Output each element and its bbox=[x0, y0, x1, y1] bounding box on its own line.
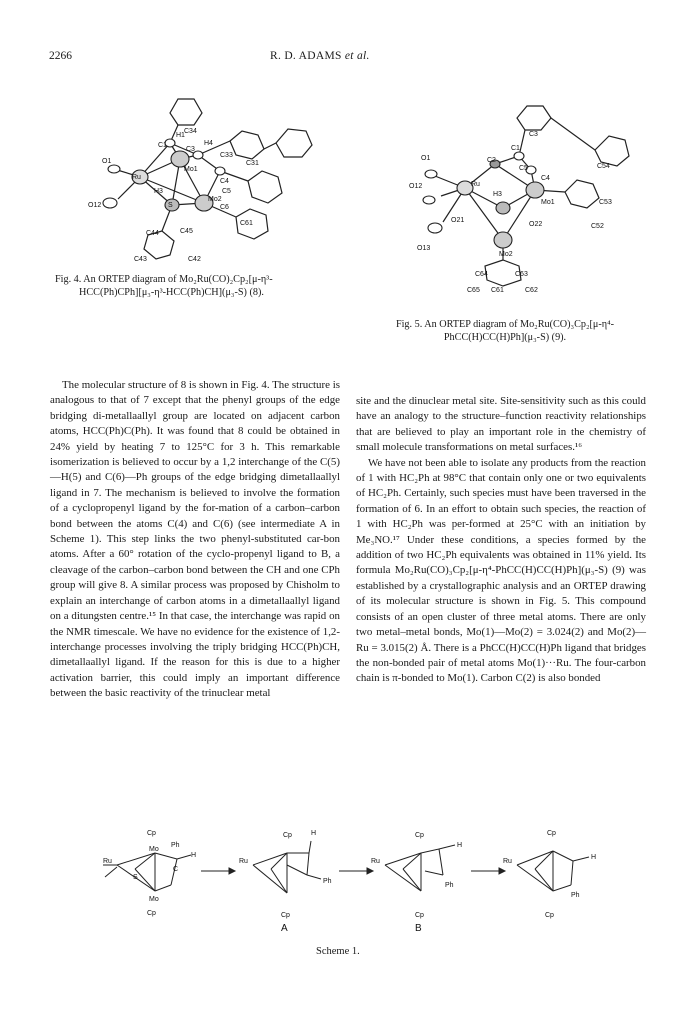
fig4-label-c31: C31 bbox=[246, 160, 259, 167]
figure-4-caption bbox=[55, 273, 355, 299]
scheme-label-cp-4: Cp bbox=[547, 830, 556, 837]
fig5-label-h3: H3 bbox=[493, 191, 502, 198]
fig5-label-c2: C2 bbox=[487, 157, 496, 164]
fig4-label-c1: C1 bbox=[158, 142, 167, 149]
fig4-label-mo1: Mo1 bbox=[184, 166, 198, 173]
left-column-paragraph: The molecular structure of 8 is shown in Fig. 4. The structure is analogous to that of 7 except that the phenyl groups of the edge bridging di-metallaallyl group are located on adjacent carbon atoms, HCC(Ph)C(Ph). It was found that 8 could be obtained in 24% yield by heating 7 to 125°C for 3 h. This remarkable isomerization is believed to occur by a 1,2 interchange of the C(5)—H(5) and C(6)—Ph groups of the edge bridging dimetallaallyl ligand in 7. The mechanism is believed to involve the formation of a cyclopropenyl ligand by the for-mation of a carbon–carbon bond between the atoms C(4) and C(6) (see intermediate A in Scheme 1). This step links the two phenyl-substituted car-bon atoms. After a 60° rotation of the cyclo-propenyl ligand to B, a cleavage of the carbon–carbon bond between the CH and one CPh group will give 8. A similar process was proposed by Chisholm to explain an interchange of carbon atoms in a dimetallaallyl ligand on a ditungsten centre.¹⁵ In that case, the interchange was rapid on the NMR timescale. We have no evidence for the existence of 1,2-interchange processes involving the triply bridging HCC(Ph)CH, dimetallaallyl ligand. If the reason for this is due to a higher activation barrier, this could imply an important difference between the basic reactivity of the trinuclear metal bbox=[50, 379, 340, 700]
scheme-label-cp-a: Cp bbox=[283, 832, 292, 839]
fig4-label-s: S bbox=[168, 202, 173, 209]
scheme-label-ph-b: Ph bbox=[445, 882, 454, 889]
fig5-label-c63: C63 bbox=[515, 271, 528, 278]
scheme-1-diagram bbox=[95, 825, 615, 935]
scheme-label-h: H bbox=[191, 852, 197, 859]
fig5-label-c62: C62 bbox=[525, 287, 538, 294]
scheme-intermediate-b: B bbox=[415, 923, 422, 934]
fig5-label-c65: C65 bbox=[467, 287, 480, 294]
fig5-label-c54: C54 bbox=[597, 163, 610, 170]
fig4-label-c33: C33 bbox=[220, 152, 233, 159]
scheme-label-h-4: H bbox=[591, 854, 597, 861]
scheme-label-ph-a: Ph bbox=[323, 878, 332, 885]
figure-5-caption-line-2: PhCC(H)CC(H)Ph](μ₃-S) (9). bbox=[443, 332, 567, 343]
fig4-label-c61: C61 bbox=[240, 220, 253, 227]
scheme-label-mo-lower: Mo bbox=[149, 896, 159, 903]
figure-5-caption bbox=[355, 318, 655, 344]
fig5-label-o13: O13 bbox=[417, 245, 431, 252]
fig4-label-h3: H3 bbox=[154, 188, 163, 195]
left-column bbox=[50, 378, 340, 702]
right-column bbox=[356, 394, 646, 687]
fig5-label-o12: O12 bbox=[409, 183, 423, 190]
scheme-label-cp: Cp bbox=[147, 830, 156, 837]
fig4-label-c5: C5 bbox=[222, 188, 231, 195]
scheme-label-ph: Ph bbox=[171, 842, 180, 849]
figure-5-ortep-diagram bbox=[395, 100, 635, 295]
fig5-label-o21: O21 bbox=[451, 217, 465, 224]
running-head-authors: R. D. ADAMS bbox=[270, 50, 342, 62]
scheme-label-c: C bbox=[173, 866, 179, 873]
fig4-label-o12: O12 bbox=[88, 202, 102, 209]
scheme-label-ru-b: Ru bbox=[371, 858, 380, 865]
fig5-label-c4: C4 bbox=[541, 175, 550, 182]
fig4-label-ru: Ru bbox=[132, 174, 141, 181]
fig5-label-ru: Ru bbox=[471, 181, 480, 188]
running-head bbox=[270, 50, 370, 62]
figure-4-caption-line-1: Fig. 4. An ORTEP diagram of Mo₂Ru(CO)₂Cp₂[μ-η³- bbox=[55, 274, 273, 285]
scheme-label-ph-4: Ph bbox=[571, 892, 580, 899]
fig4-label-mo2: Mo2 bbox=[208, 196, 222, 203]
fig5-label-mo1: Mo1 bbox=[541, 199, 555, 206]
fig4-label-c44: C44 bbox=[146, 230, 159, 237]
scheme-label-ru: Ru bbox=[103, 858, 112, 865]
fig5-label-mo2: Mo2 bbox=[499, 251, 513, 258]
fig5-label-c61: C61 bbox=[491, 287, 504, 294]
scheme-label-mo: Mo bbox=[149, 846, 159, 853]
scheme-intermediate-a: A bbox=[281, 923, 288, 934]
fig4-label-c43: C43 bbox=[134, 256, 147, 263]
scheme-label-s: S bbox=[133, 874, 138, 881]
fig4-label-c34: C34 bbox=[184, 128, 197, 135]
figure-5-caption-line-1: Fig. 5. An ORTEP diagram of Mo₂Ru(CO)₃Cp₂[μ-η⁴- bbox=[395, 319, 615, 330]
figure-4-caption-line-2: HCC(Ph)CPh][μ₃-η³-HCC(Ph)CH](μ₃-S) (8). bbox=[79, 287, 264, 298]
fig4-label-c3: C3 bbox=[186, 146, 195, 153]
fig5-label-o22: O22 bbox=[529, 221, 543, 228]
fig5-label-c53: C53 bbox=[599, 199, 612, 206]
fig4-label-h4: H4 bbox=[204, 140, 213, 147]
fig5-label-o1: O1 bbox=[421, 155, 431, 162]
fig5-label-c52: C52 bbox=[591, 223, 604, 230]
fig5-label-c5: C5 bbox=[519, 165, 528, 172]
scheme-label-cp-b: Cp bbox=[415, 832, 424, 839]
scheme-label-cp-a-lower: Cp bbox=[281, 912, 290, 919]
fig4-label-c42: C42 bbox=[188, 256, 201, 263]
scheme-label-cp-4-lower: Cp bbox=[545, 912, 554, 919]
scheme-label-ru-4: Ru bbox=[503, 858, 512, 865]
fig4-label-c4: C4 bbox=[220, 178, 229, 185]
scheme-label-h-b: H bbox=[457, 842, 463, 849]
fig5-label-c1: C1 bbox=[511, 145, 520, 152]
scheme-1-caption: Scheme 1. bbox=[316, 946, 360, 957]
fig4-label-o1: O1 bbox=[102, 158, 112, 165]
scheme-label-h-a: H bbox=[311, 830, 317, 837]
right-column-paragraph-1: site and the dinuclear metal site. Site-sensitivity such as this could have an analogy to the structure–function reactivity relationships that are believed to play an important role in the chemistry of small molecule transformations on metal surfaces.¹⁶ bbox=[356, 395, 646, 454]
fig4-label-c6: C6 bbox=[220, 204, 229, 211]
figure-4-ortep-diagram bbox=[70, 85, 330, 265]
right-column-paragraph-2: We have not been able to isolate any products from the reaction of 1 with HC₂Ph at 98°C that contain only one or two equivalents of HC₂Ph. Certainly, such species must have been traversed in the formation of 6. In an effort to obtain such species, the reaction of 1 with HC₂Ph was per-formed at 25°C with an initiation by Me₃NO.¹⁷ Under these conditions, a species formed by the addition of two HC₂Ph equivalents was obtained in 11% yield. Its formula Mo₂Ru(CO)₃Cp₂[μ-η⁴-PhCC(H)CC(H)Ph](μ₃-S) (9) was established by a crystallographic analysis and an ORTEP drawing of its molecular structure is shown in Fig. 5. This compound consists of an open cluster of three metal atoms. There are only two metal–metal bonds, Mo(1)—Mo(2) = 3.024(2) and Mo(2)—Ru = 3.015(2) Å. There is a PhCC(H)CC(H)Ph ligand that bridges the non-bonded pair of metal atoms Mo(1)···Ru. The four-carbon chain is π-bonded to Mo(1). Carbon C(2) is also bonded bbox=[356, 456, 646, 685]
fig4-label-c45: C45 bbox=[180, 228, 193, 235]
scheme-label-cp-lower: Cp bbox=[147, 910, 156, 917]
fig4-label-h1: H1 bbox=[176, 132, 185, 139]
running-head-etal: et al. bbox=[344, 50, 370, 62]
page-number: 2266 bbox=[49, 50, 72, 62]
fig5-label-c3: C3 bbox=[529, 131, 538, 138]
scheme-label-cp-b-lower: Cp bbox=[415, 912, 424, 919]
scheme-label-ru-a: Ru bbox=[239, 858, 248, 865]
fig5-label-c64: C64 bbox=[475, 271, 488, 278]
